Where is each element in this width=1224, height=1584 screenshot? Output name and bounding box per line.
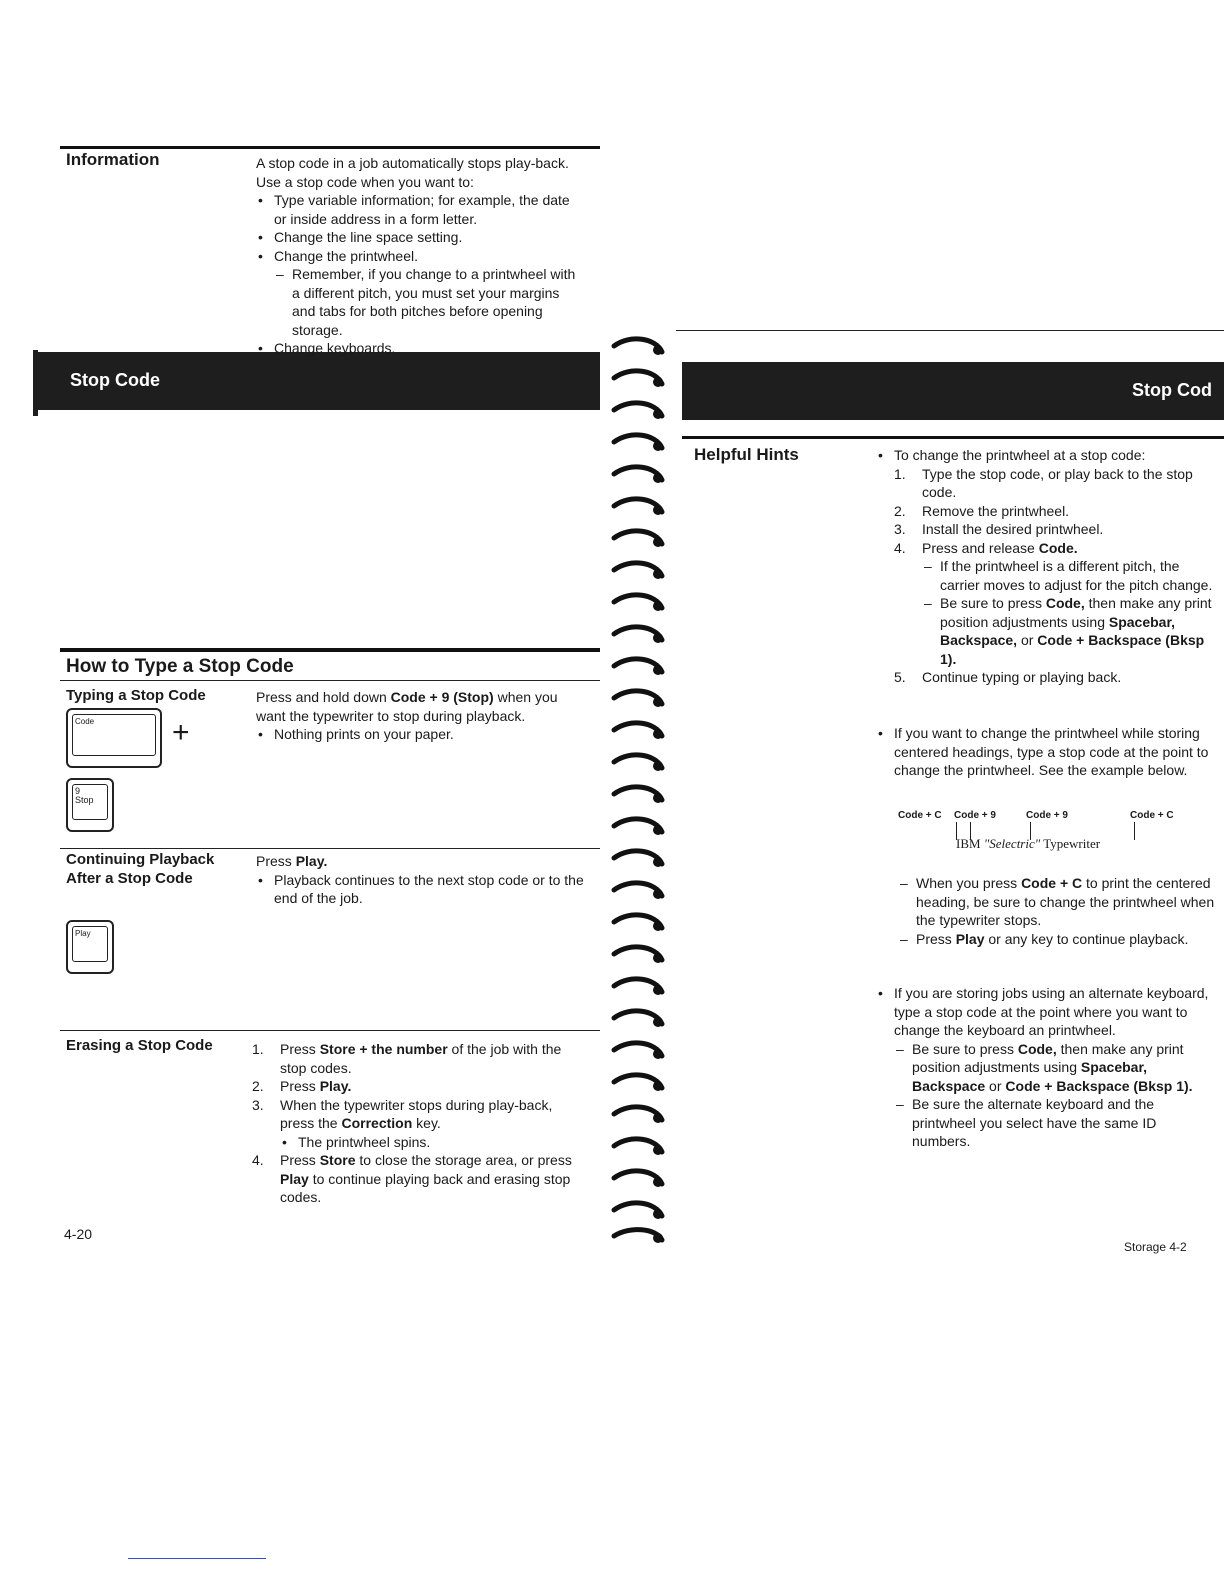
play-key-label: Play bbox=[72, 926, 108, 962]
list-item: 2. Remove the printwheel. bbox=[894, 502, 1070, 519]
right-header-bar bbox=[682, 362, 1224, 420]
plus-icon: + bbox=[172, 716, 190, 749]
info-rule bbox=[60, 147, 600, 149]
list-item: • Type variable information; for example, the date or inside address in a form letter. bbox=[256, 191, 586, 228]
example-code-c: Code + C bbox=[1130, 810, 1174, 821]
information-intro: A stop code in a job automatically stops play-back. Use a stop code when you want to: bbox=[256, 155, 569, 190]
how-to-title: How to Type a Stop Code bbox=[66, 656, 294, 677]
continuing-text: Press Play. bbox=[256, 853, 328, 869]
list-item: – Press Play or any key to continue playback. bbox=[898, 930, 1216, 949]
example-code-c: Code + C bbox=[898, 810, 942, 821]
list-item: 4. Press Store to close the storage area, or press Play to continue playing back and erasing stop codes. bbox=[252, 1152, 572, 1205]
left-header-title: Stop Code bbox=[70, 370, 160, 390]
list-item: 1. Type the stop code, or play back to the stop code. bbox=[894, 465, 1193, 500]
erasing-label: Erasing a Stop Code bbox=[66, 1037, 213, 1054]
list-item: 3. Install the desired printwheel. bbox=[894, 521, 1104, 537]
example-code-9: Code + 9 bbox=[954, 810, 996, 821]
continuing-label: Continuing Playback After a Stop Code bbox=[66, 851, 215, 887]
list-item: – If the printwheel is a different pitch, the carrier moves to adjust for the pitch change. bbox=[922, 557, 1216, 594]
right-header-title: Stop Cod bbox=[1132, 380, 1212, 400]
divider bbox=[60, 1030, 600, 1031]
example-code-9: Code + 9 bbox=[1026, 810, 1068, 821]
list-item: • Playback continues to the next stop code or to the end of the job. bbox=[256, 871, 586, 908]
list-item: – Be sure to press Code, then make any print position adjustments using Spacebar, Backspace, or Code + Backspace (Bksp 1). bbox=[922, 594, 1216, 668]
how-to-rule bbox=[60, 648, 600, 652]
list-item: • If you want to change the printwheel while storing centered headings, type a stop code at the point to change the printwheel. See the example below. bbox=[876, 724, 1216, 780]
list-item: • If you are storing jobs using an alternate keyboard, type a stop code at the point where you want to change the keyboard an printwheel. – Be sure to press Code, then make any print position adjustments using Spacebar, Backspace or Code + Backspace (Bksp 1). – Be sure the alternate keyboard and the printwheel you select have the same ID numbers. bbox=[876, 984, 1216, 1151]
typing-text: Press and hold down Code + 9 (Stop) when you want the typewriter to stop during playback. bbox=[256, 689, 558, 724]
list-item: 3. When the typewriter stops during play-back, press the Correction key. • The printwheel spins. bbox=[252, 1096, 578, 1152]
typing-label: Typing a Stop Code bbox=[66, 687, 206, 704]
list-item: 1. Press Store + the number of the job with the stop codes. bbox=[252, 1041, 562, 1076]
divider bbox=[60, 680, 600, 681]
list-item: – Remember, if you change to a printwheel with a different pitch, you must set your margins and tabs for both pitches before opening storage. bbox=[274, 265, 586, 339]
left-page-number: 4-20 bbox=[64, 1226, 93, 1242]
helpful-hints-rule bbox=[682, 436, 1224, 439]
list-item: • To change the printwheel at a stop code: 1. Type the stop code, or play back to the stop code. 2. Remove the printwheel. 3. Install the desired printwheel. 4. Press and release Code. – If the printwheel is a different pitch, the carrier moves to adjust for the pitch change. – Be sure to press Code, then make any print position adjustments using Spacebar, Backspace, or Code + Backspace (Bksp 1). 5. Continue typing or playing back. bbox=[876, 446, 1216, 687]
hint3-body bbox=[876, 984, 1216, 1151]
list-item: 5. Continue typing or playing back. bbox=[894, 669, 1122, 685]
information-body bbox=[256, 154, 586, 358]
list-item: 2. Press Play. bbox=[252, 1078, 352, 1094]
stop-key-label: 9 Stop bbox=[72, 784, 108, 820]
continuing-body bbox=[256, 852, 586, 908]
marker-line bbox=[1134, 822, 1135, 840]
stop-key-icon bbox=[66, 778, 114, 832]
right-top-rule bbox=[676, 330, 1224, 331]
list-item: 4. Press and release Code. – If the printwheel is a different pitch, the carrier moves to adjust for the pitch change. – Be sure to press Code, then make any print position adjustments using Spacebar, Backspace, or Code + Backspace (Bksp 1). bbox=[894, 539, 1216, 669]
left-header-bar bbox=[36, 352, 600, 410]
code-key-label: Code bbox=[72, 714, 156, 756]
list-item: – Be sure the alternate keyboard and the printwheel you select have the same ID numbers. bbox=[894, 1095, 1216, 1151]
centered-heading-example bbox=[898, 810, 1198, 860]
list-item: • Change keyboards. bbox=[256, 339, 586, 358]
spiral-binding bbox=[600, 330, 680, 1250]
right-page-footer: Storage 4-2 bbox=[1124, 1240, 1187, 1254]
hints-body bbox=[876, 446, 1216, 687]
bottom-underline bbox=[128, 1558, 266, 1559]
list-item: • Nothing prints on your paper. bbox=[256, 725, 576, 744]
list-item-text: Change the printwheel. bbox=[274, 247, 418, 264]
list-item: • The printwheel spins. bbox=[280, 1133, 578, 1152]
hint2-notes bbox=[898, 874, 1216, 948]
list-item: • Change the line space setting. bbox=[256, 228, 586, 247]
spiral-binding-graphic bbox=[600, 330, 680, 1250]
erasing-body bbox=[252, 1040, 578, 1207]
information-label: Information bbox=[66, 150, 160, 169]
typing-body bbox=[256, 688, 576, 744]
code-key-icon bbox=[66, 708, 162, 768]
list-item: – Be sure to press Code, then make any print position adjustments using Spacebar, Backspace or Code + Backspace (Bksp 1). bbox=[894, 1040, 1216, 1096]
list-item: – When you press Code + C to print the centered heading, be sure to change the printwheel when the typewriter stops. bbox=[898, 874, 1216, 930]
list-item bbox=[256, 247, 586, 340]
helpful-hints-label: Helpful Hints bbox=[694, 445, 799, 464]
divider bbox=[60, 848, 600, 849]
example-heading: IBM "Selectric" Typewriter bbox=[956, 836, 1101, 851]
play-key-icon bbox=[66, 920, 114, 974]
hint2-body bbox=[876, 724, 1216, 780]
